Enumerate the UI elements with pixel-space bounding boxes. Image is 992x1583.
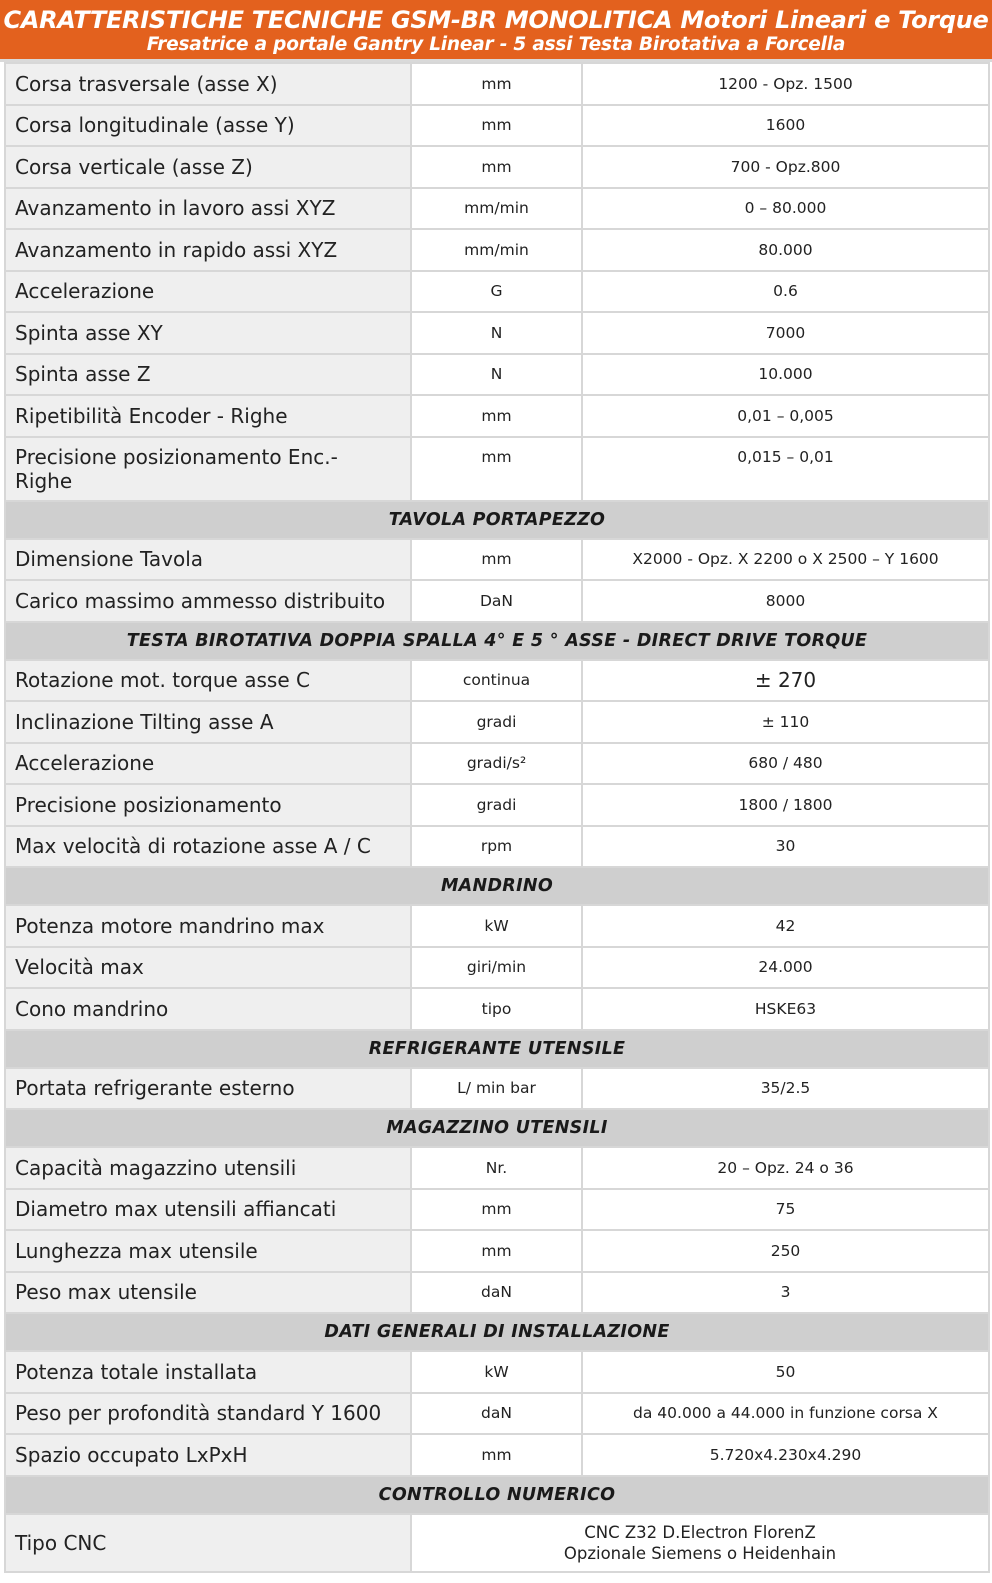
spec-value: 680 / 480 [582,743,989,785]
spec-label: Avanzamento in rapido assi XYZ [5,229,411,271]
spec-label: Peso per profondità standard Y 1600 [5,1393,411,1435]
spec-value: 7000 [582,312,989,354]
spec-label: Potenza motore mandrino max [5,905,411,947]
spec-value: 1600 [582,105,989,147]
table-row [5,1434,989,1476]
spec-label: Carico massimo ammesso distribuito [5,580,411,622]
spec-unit: tipo [411,988,582,1030]
cnc-optional: Opzionale Siemens o Heidenhain [563,1543,837,1563]
spec-label: Precisione posizionamento Enc.- Righe [5,437,411,501]
cnc-standard: CNC Z32 D.Electron FlorenZ [584,1522,816,1542]
table-row [5,701,989,743]
spec-value: 700 - Opz.800 [582,146,989,188]
spec-unit: mm/min [411,229,582,271]
section-header-row [5,1313,989,1351]
table-row [5,743,989,785]
section-header-row [5,1030,989,1068]
table-row [5,1514,989,1572]
cnc-value-cell [411,1514,989,1572]
spec-value: da 40.000 a 44.000 in funzione corsa X [582,1393,989,1435]
spec-value: 35/2.5 [582,1068,989,1110]
section-header-row [5,1109,989,1147]
section-title-magazzino: MAGAZZINO UTENSILI [5,1109,989,1147]
spec-value: 30 [582,826,989,868]
spec-label: Spinta asse Z [5,354,411,396]
table-row [5,539,989,581]
section-title-testa: TESTA BIROTATIVA DOPPIA SPALLA 4° E 5 ° ASSE - DIRECT DRIVE TORQUE [5,622,989,660]
table-row [5,988,989,1030]
spec-label: Lunghezza max utensile [5,1230,411,1272]
table-row [5,188,989,230]
spec-label: Capacità magazzino utensili [5,1147,411,1189]
section-header-row [5,1476,989,1514]
section-title-mandrino: MANDRINO [5,867,989,905]
spec-value: 42 [582,905,989,947]
spec-value: 0,01 – 0,005 [582,395,989,437]
spec-value: 10.000 [582,354,989,396]
spec-unit: rpm [411,826,582,868]
table-row [5,395,989,437]
spec-unit: kW [411,905,582,947]
table-row [5,229,989,271]
spec-value: 0.6 [582,271,989,313]
spec-value: 0,015 – 0,01 [582,437,989,501]
spec-value: 0 – 80.000 [582,188,989,230]
spec-value: ± 110 [582,701,989,743]
table-row [5,437,989,501]
section-title-installazione: DATI GENERALI DI INSTALLAZIONE [5,1313,989,1351]
spec-label: Rotazione mot. torque asse C [5,660,411,702]
section-header-row [5,501,989,539]
table-row [5,63,989,105]
spec-unit: mm/min [411,188,582,230]
spec-unit: mm [411,1189,582,1231]
spec-label: Cono mandrino [5,988,411,1030]
spec-label: Spinta asse XY [5,312,411,354]
spec-value: 20 – Opz. 24 o 36 [582,1147,989,1189]
table-row [5,1351,989,1393]
spec-unit: mm [411,63,582,105]
spec-label: Corsa trasversale (asse X) [5,63,411,105]
table-row [5,1068,989,1110]
spec-unit: mm [411,146,582,188]
spec-unit: giri/min [411,947,582,989]
spec-label: Corsa longitudinale (asse Y) [5,105,411,147]
spec-value: 80.000 [582,229,989,271]
spec-label: Peso max utensile [5,1272,411,1314]
spec-unit: mm [411,1434,582,1476]
spec-unit: DaN [411,580,582,622]
table-row [5,271,989,313]
spec-unit: mm [411,1230,582,1272]
spec-value: ± 270 [582,660,989,702]
spec-value: 3 [582,1272,989,1314]
spec-value: HSKE63 [582,988,989,1030]
spec-label: Diametro max utensili affiancati [5,1189,411,1231]
section-header-row [5,867,989,905]
spec-unit: N [411,312,582,354]
table-row [5,312,989,354]
spec-unit: daN [411,1393,582,1435]
spec-label: Accelerazione [5,271,411,313]
spec-label: Accelerazione [5,743,411,785]
spec-value: 250 [582,1230,989,1272]
table-row [5,660,989,702]
table-row [5,105,989,147]
spec-unit: mm [411,105,582,147]
spec-unit: mm [411,437,582,501]
spec-unit: kW [411,1351,582,1393]
section-title-refrigerante: REFRIGERANTE UTENSILE [5,1030,989,1068]
spec-label: Precisione posizionamento [5,784,411,826]
spec-label: Inclinazione Tilting asse A [5,701,411,743]
table-row [5,1147,989,1189]
spec-unit: mm [411,395,582,437]
spec-label: Velocità max [5,947,411,989]
spec-label: Spazio occupato LxPxH [5,1434,411,1476]
spec-label: Ripetibilità Encoder - Righe [5,395,411,437]
spec-value: 50 [582,1351,989,1393]
header-banner [0,0,992,62]
spec-table [4,62,990,1573]
spec-unit: N [411,354,582,396]
table-row [5,947,989,989]
spec-label: Avanzamento in lavoro assi XYZ [5,188,411,230]
section-title-tavola: TAVOLA PORTAPEZZO [5,501,989,539]
spec-label: Tipo CNC [5,1514,411,1572]
spec-value: 5.720x4.230x4.290 [582,1434,989,1476]
spec-unit: Nr. [411,1147,582,1189]
spec-unit: gradi/s² [411,743,582,785]
spec-unit: G [411,271,582,313]
spec-label: Dimensione Tavola [5,539,411,581]
spec-label: Portata refrigerante esterno [5,1068,411,1110]
spec-value: 8000 [582,580,989,622]
section-header-row [5,622,989,660]
spec-unit: L/ min bar [411,1068,582,1110]
table-row [5,580,989,622]
spec-unit: gradi [411,784,582,826]
table-row [5,1393,989,1435]
table-row [5,826,989,868]
spec-label: Potenza totale installata [5,1351,411,1393]
spec-value: 1200 - Opz. 1500 [582,63,989,105]
page-subtitle: Fresatrice a portale Gantry Linear - 5 assi Testa Birotativa a Forcella [146,34,846,55]
spec-value: 24.000 [582,947,989,989]
spec-label: Corsa verticale (asse Z) [5,146,411,188]
table-row [5,905,989,947]
spec-value: 75 [582,1189,989,1231]
table-row [5,1272,989,1314]
table-row [5,1189,989,1231]
spec-value: X2000 - Opz. X 2200 o X 2500 – Y 1600 [582,539,989,581]
page-title: CARATTERISTICHE TECNICHE GSM-BR MONOLITICA Motori Lineari e Torque [3,6,989,34]
spec-unit: daN [411,1272,582,1314]
spec-unit: continua [411,660,582,702]
spec-label: Max velocità di rotazione asse A / C [5,826,411,868]
spec-value: 1800 / 1800 [582,784,989,826]
table-row [5,354,989,396]
spec-unit: gradi [411,701,582,743]
spec-unit: mm [411,539,582,581]
table-row [5,146,989,188]
table-row [5,784,989,826]
table-row [5,1230,989,1272]
section-title-controllo: CONTROLLO NUMERICO [5,1476,989,1514]
